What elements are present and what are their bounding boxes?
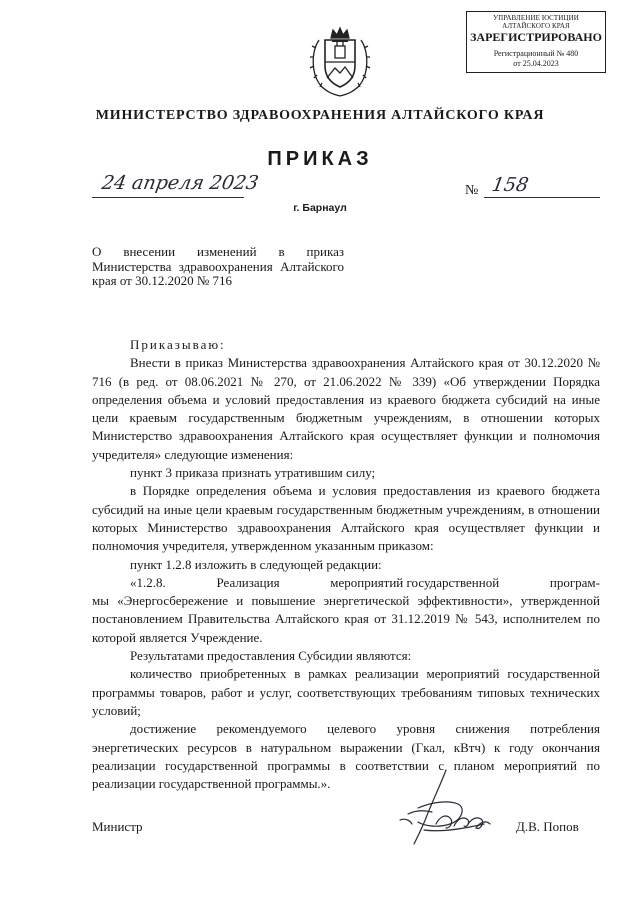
quote-word-1: Реализация	[216, 574, 280, 590]
handwritten-signature-icon	[388, 766, 508, 858]
stamp-line-1: УПРАВЛЕНИЕ ЮСТИЦИИ	[493, 14, 579, 22]
stamp-line-2: АЛТАЙСКОГО КРАЯ	[502, 22, 570, 30]
handwritten-number: 158	[490, 174, 531, 196]
paragraph-3: в Порядке определения объема и условия предоставления из краевого бюджета субсидий на иные цели краевым государственным бюджетным учреждениям, в отношении которых Министерство здравоохранения Алтайского края осуществляет функции и полномочия учредителя, утвержденном указанным приказом:	[92, 483, 600, 554]
document-subject: О внесении изменений в приказ Министерства здравоохранения Алтайского края от 30.12.2020 № 716	[92, 244, 344, 288]
stamp-authority	[467, 14, 605, 30]
paragraph-4: пункт 1.2.8 изложить в следующей редакции:	[130, 556, 382, 572]
date-underline	[92, 197, 244, 198]
paragraph-2: пункт 3 приказа признать утратившим силу;	[130, 465, 376, 481]
paragraph-5: Результатами предоставления Субсидии являются:	[130, 648, 412, 664]
stamp-status: ЗАРЕГИСТРИРОВАНО	[470, 30, 602, 44]
paragraph-1: Внести в приказ Министерства здравоохранения Алтайского края от 30.12.2020 № 716 (в ред. от 08.06.2021 № 270, от 21.06.2022 № 339) «Об утверждении Порядка определения объема и условий предоставления из краевого бюджета субсидий на иные цели краевым государственным бюджетным учреждениям, в отношении которых Министерство здравоохранения Алтайского края осуществляет функции и полномочия учредителя» следующие изменения:	[92, 355, 600, 462]
signatory-name: Д.В. Попов	[516, 819, 579, 834]
quote-word-2: мероприятий государственной	[330, 574, 500, 590]
quote-first-line	[92, 574, 600, 592]
coat-of-arms-icon	[307, 24, 373, 98]
quote-item-number: «1.2.8.	[130, 574, 166, 590]
stamp-registration	[471, 49, 601, 69]
registration-stamp	[466, 11, 606, 73]
number-underline	[484, 197, 600, 198]
paragraph-7: достижение рекомендуемого целевого уровня снижения потребления энергетических ресурсов в натуральном выражении (Гкал, кВтч) к году окончания реализации государственной программы в соответствии с планом мероприятий по реализации государственной программы.».	[92, 721, 600, 792]
document-body	[92, 336, 600, 793]
stamp-reg-number: Регистрационный № 480	[493, 49, 579, 58]
ministry-name: МИНИСТЕРСТВО ЗДРАВООХРАНЕНИЯ АЛТАЙСКОГО КРАЯ	[95, 108, 545, 123]
handwritten-date: 24 апреля 2023	[100, 172, 261, 194]
quote-word-3: програм-	[549, 574, 600, 590]
signatory-position: Министр	[92, 819, 143, 834]
city-name: г. Барнаул	[293, 202, 347, 214]
number-sign: №	[465, 183, 479, 198]
document-type-title: ПРИКАЗ	[267, 148, 373, 170]
order-word: Приказываю:	[130, 337, 226, 352]
stamp-reg-date: от 25.04.2023	[513, 59, 559, 68]
quote-continuation: мы «Энергосбережение и повышение энергетической эффективности», утвержденной постановлением Правительства Алтайского края от 31.12.2019 № 543, исполнителем по которой является Учреждение.	[92, 593, 600, 645]
paragraph-6: количество приобретенных в рамках реализации мероприятий государственной программы товаров, работ и услуг, соответствующих требованиям типовых технических условий;	[92, 666, 600, 718]
